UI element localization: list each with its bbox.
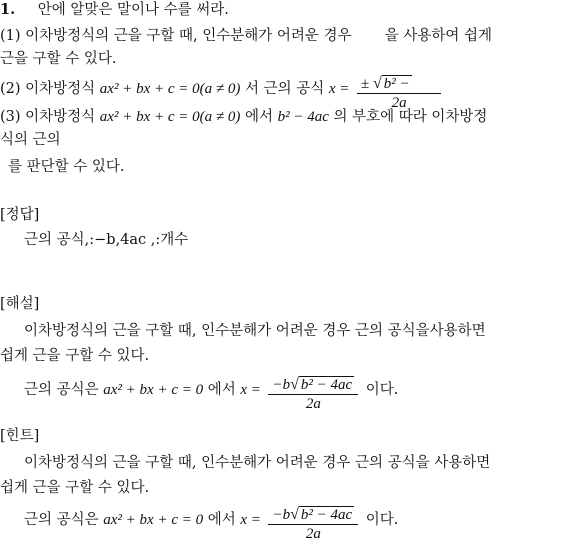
item-1-line-1	[0, 26, 492, 46]
explanation-numerator-b: −b	[272, 377, 291, 393]
item-2-denominator: 2a	[391, 95, 407, 111]
item-2-numerator	[357, 75, 441, 94]
item-2-pm: ±	[360, 76, 370, 92]
hint-line-1: 이차방정식의 근을 구할 때, 인수분해가 어려운 경우 근의 공식을 사용하면	[24, 455, 491, 471]
item-3-equation: ax² + bx + c = 0(a ≠ 0)	[99, 109, 241, 125]
explanation-equation: ax² + bx + c = 0	[103, 382, 204, 398]
item-3-mid: 에서	[244, 109, 273, 125]
question-header	[0, 0, 229, 20]
explanation-x: x =	[240, 382, 261, 398]
explanation-formula-prefix: 근의 공식은	[24, 382, 99, 398]
hint-sqrt: √ b² − 4ac	[290, 506, 353, 523]
explanation-line-3	[24, 376, 398, 413]
item-2-mid: 서 근의 공식	[244, 81, 325, 97]
explanation-denominator: 2a	[305, 396, 321, 412]
hint-x: x =	[240, 512, 261, 528]
question-title: 안에 알맞은 말이나 수를 써라.	[37, 2, 229, 18]
item-3-post: 의 부호에 따라 이차방정	[333, 109, 488, 125]
explanation-numerator	[268, 376, 358, 395]
explanation-line-1: 이차방정식의 근을 구할 때, 인수분해가 어려운 경우 근의 공식을사용하면	[24, 323, 486, 339]
answer-text: 근의 공식,:−b,4ac ,:개수	[24, 232, 189, 248]
item-1-line-2: 근을 구할 수 있다.	[0, 51, 117, 67]
hint-post: 이다.	[365, 512, 399, 528]
item-3-line-1	[0, 107, 487, 127]
item-2-radicand: b² −	[383, 76, 410, 92]
explanation-radicand: b² − 4ac	[300, 377, 353, 393]
explanation-fraction	[268, 376, 358, 413]
item-2-prefix: (2) 이차방정식	[0, 81, 96, 97]
hint-numerator	[268, 506, 358, 525]
item-2-equation: ax² + bx + c = 0(a ≠ 0)	[99, 81, 241, 97]
item-2-sqrt: √ b² −	[372, 75, 410, 92]
item-2-x: x =	[328, 81, 350, 97]
hint-line-2: 쉽게 근을 구할 수 있다.	[0, 480, 150, 496]
hint-mid: 에서	[207, 512, 236, 528]
item-3-discriminant: b² − 4ac	[277, 109, 329, 125]
hint-numerator-b: −b	[272, 507, 291, 523]
item-3-prefix: (3) 이차방정식	[0, 109, 96, 125]
item-3-line-2: 식의 근의	[0, 132, 61, 148]
hint-label: [힌트]	[0, 428, 40, 444]
item-1-text-a: (1) 이차방정식의 근을 구할 때, 인수분해가 어려운 경우	[0, 28, 352, 44]
explanation-mid: 에서	[207, 382, 236, 398]
hint-denominator: 2a	[305, 526, 321, 542]
question-number: 1.	[0, 1, 16, 18]
explanation-label: [해설]	[0, 296, 40, 312]
hint-line-3	[24, 506, 398, 543]
item-1-text-b: 을 사용하여 쉽게	[384, 28, 493, 44]
hint-radicand: b² − 4ac	[300, 507, 353, 523]
explanation-sqrt: √ b² − 4ac	[290, 376, 353, 393]
hint-formula-prefix: 근의 공식은	[24, 512, 99, 528]
explanation-post: 이다.	[365, 382, 399, 398]
hint-equation: ax² + bx + c = 0	[103, 512, 204, 528]
hint-fraction	[268, 506, 358, 543]
explanation-line-2: 쉽게 근을 구할 수 있다.	[0, 348, 150, 364]
item-3-line-3: 를 판단할 수 있다.	[8, 159, 125, 175]
answer-label: [정답]	[0, 207, 40, 223]
